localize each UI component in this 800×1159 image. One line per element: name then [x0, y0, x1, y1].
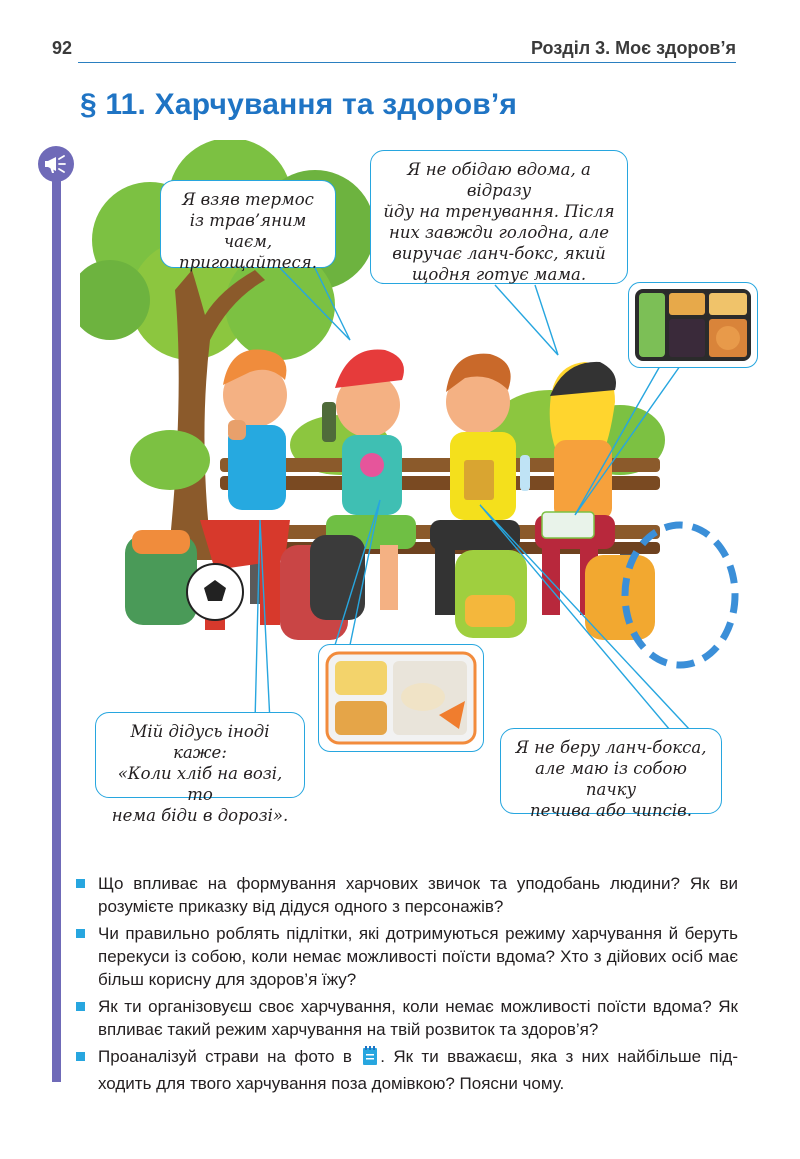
speech-bubble-thermos: Я взяв термос із трав’яним чаєм, пригощайтеся. — [160, 180, 336, 268]
question-text-after: . Як ти вважаєш, яка з них найбільше підходить для твого харчування поза домівкою? Поясни чому. — [98, 1047, 739, 1093]
bullet-square — [76, 929, 85, 938]
question-text: Як ти організовуєш своє харчування, коли немає можливості поїсти вдома? Як впливає такий режим харчування на твій розвиток та здоров’я? — [98, 997, 738, 1039]
side-badge — [38, 146, 74, 182]
bento-lunchbox-image — [629, 283, 757, 367]
list-item — [74, 922, 738, 991]
speech-bubble-lunchbox: Я не обідаю вдома, а відразу йду на тренування. Після них завжди голодна, але виручає ланч-бокс, який щодня готує мама. — [370, 150, 628, 284]
megaphone-icon — [38, 146, 74, 182]
bullet-square — [76, 1002, 85, 1011]
speech-bubble-chips: Я не беру ланч-бокса, але маю із собою пачку печива або чипсів. — [500, 728, 722, 814]
lunchbox-photo-bento — [628, 282, 758, 368]
list-item — [74, 1045, 738, 1095]
side-bar — [52, 170, 61, 1082]
questions-list — [74, 872, 738, 1099]
running-title: Розділ 3. Моє здоров’я — [531, 38, 736, 58]
question-text: Чи правильно роблять підлітки, які дотримуються режиму харчування й беруть перекуси із собою, коли немає можливості поїсти вдома? Хто з дійових осіб має більш корисну для здоров’я їжу? — [98, 924, 738, 989]
soccer-ball — [187, 564, 243, 620]
list-item — [74, 995, 738, 1041]
bullet-square — [76, 879, 85, 888]
question-text: Що впливає на формування харчових звичок та уподобань людини? Як ви розумієте приказку від дідуся одного з персонажів? — [98, 874, 738, 916]
header-rule — [78, 62, 736, 63]
wrap-lunchbox-image — [319, 645, 483, 751]
question-text-before: Проаналізуй страви на фото в — [98, 1047, 352, 1066]
section-title: § 11. Харчування та здоров’я — [80, 88, 518, 121]
lunchbox-photo-wrap — [318, 644, 484, 752]
page-number: 92 — [52, 38, 73, 58]
notebook-icon — [362, 1046, 378, 1072]
bullet-square — [76, 1052, 85, 1061]
list-item — [74, 872, 738, 918]
speech-bubble-grandpa: Мій дідусь іноді каже: «Коли хліб на возі, то нема біди в дорозі». — [95, 712, 305, 798]
